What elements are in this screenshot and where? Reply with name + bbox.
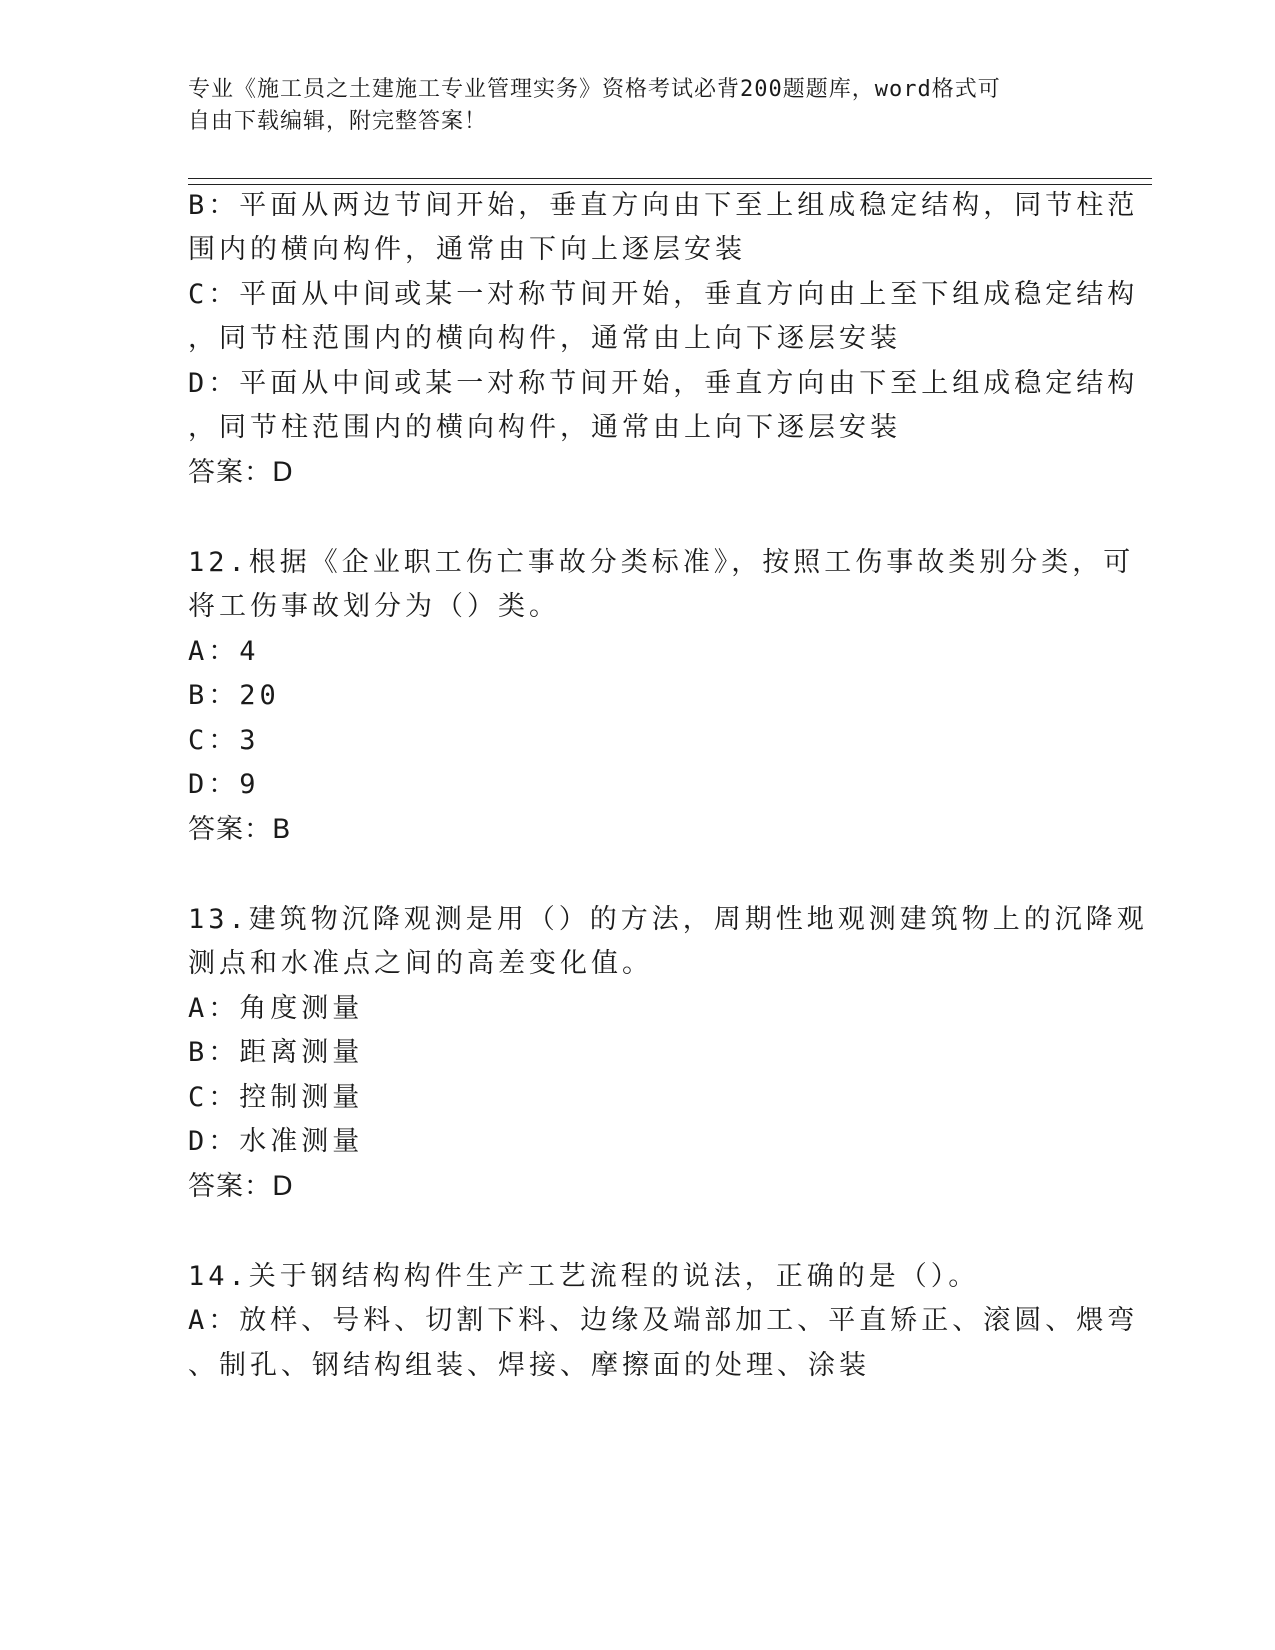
q12-option-b: B：20 [188, 680, 280, 711]
q12-option-d: D：9 [188, 769, 260, 800]
q13-option-a: A：角度测量 [188, 993, 364, 1024]
header-line-1: 专业《施工员之土建施工专业管理实务》资格考试必背200题题库，word格式可 [188, 77, 1001, 102]
q13-option-d: D：水准测量 [188, 1126, 364, 1157]
q12-answer: 答案：B [188, 814, 292, 845]
q11-answer: 答案：D [188, 457, 294, 488]
q12-option-c: C：3 [188, 725, 260, 756]
q13-option-c: C：控制测量 [188, 1082, 364, 1113]
q14-option-a-line-2: 、制孔、钢结构组装、焊接、摩擦面的处理、涂装 [188, 1350, 870, 1381]
q11-option-b-line-1: B：平面从两边节间开始，垂直方向由下至上组成稳定结构，同节柱范 [188, 190, 1139, 221]
q13-stem-line-1: 13.建筑物沉降观测是用（）的方法，周期性地观测建筑物上的沉降观 [188, 904, 1148, 935]
document-header [188, 74, 1068, 138]
q13-option-b: B：距离测量 [188, 1037, 364, 1068]
header-line-2: 自由下载编辑，附完整答案！ [188, 109, 488, 134]
q11-option-d-line-2: ，同节柱范围内的横向构件，通常由上向下逐层安装 [188, 412, 901, 443]
q14-stem-line-1: 14.关于钢结构构件生产工艺流程的说法，正确的是（）。 [188, 1261, 980, 1292]
header-divider-top [188, 178, 1152, 179]
q12-stem-line-2: 将工伤事故划分为（）类。 [188, 591, 560, 622]
q12-stem-line-1: 12.根据《企业职工伤亡事故分类标准》，按照工伤事故类别分类，可 [188, 547, 1135, 578]
header-divider-bottom [188, 184, 1152, 185]
q13-stem-line-2: 测点和水准点之间的高差变化值。 [188, 948, 653, 979]
q13-answer: 答案：D [188, 1171, 294, 1202]
q11-option-b-line-2: 围内的横向构件，通常由下向上逐层安装 [188, 234, 746, 265]
q11-option-c-line-2: ，同节柱范围内的横向构件，通常由上向下逐层安装 [188, 323, 901, 354]
q11-option-d-line-1: D：平面从中间或某一对称节间开始，垂直方向由下至上组成稳定结构 [188, 368, 1139, 399]
q12-option-a: A：4 [188, 636, 260, 667]
q14-option-a-line-1: A：放样、号料、切割下料、边缘及端部加工、平直矫正、滚圆、煨弯 [188, 1305, 1139, 1336]
q11-option-c-line-1: C：平面从中间或某一对称节间开始，垂直方向由上至下组成稳定结构 [188, 279, 1139, 310]
